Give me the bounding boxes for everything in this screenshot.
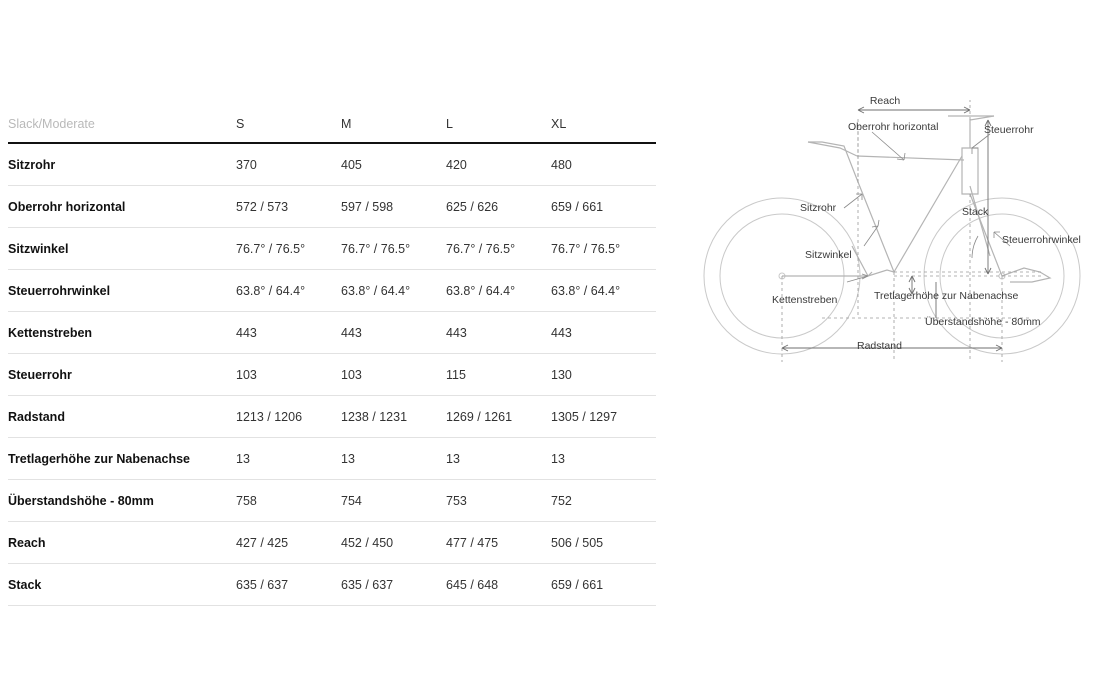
row-value-l: 63.8° / 64.4° [446,270,551,312]
diagram-label-radstand: Radstand [857,340,902,352]
row-value-m: 754 [341,480,446,522]
table-row [8,270,656,312]
row-label: Tretlagerhöhe zur Nabenachse [8,438,236,480]
table-row [8,438,656,480]
row-label: Radstand [8,396,236,438]
row-label: Kettenstreben [8,312,236,354]
row-value-m: 405 [341,143,446,186]
diagram-label-ueberstandshoehe: Überstandshöhe - 80mm [925,316,1041,328]
geometry-table [8,106,656,606]
row-value-m: 1238 / 1231 [341,396,446,438]
row-value-l: 420 [446,143,551,186]
table-row [8,522,656,564]
table-title: Slack/Moderate [8,106,236,143]
row-label: Steuerrohr [8,354,236,396]
row-value-l: 115 [446,354,551,396]
diagram-label-tretlager: Tretlagerhöhe zur Nabenachse [874,290,1019,302]
row-value-xl: 63.8° / 64.4° [551,270,656,312]
row-value-xl: 13 [551,438,656,480]
table-header [8,106,656,143]
table-row [8,564,656,606]
row-value-l: 13 [446,438,551,480]
row-label: Steuerrohrwinkel [8,270,236,312]
row-value-xl: 76.7° / 76.5° [551,228,656,270]
table-body [8,143,656,606]
row-value-xl: 659 / 661 [551,186,656,228]
row-value-xl: 1305 / 1297 [551,396,656,438]
diagram-label-reach: Reach [869,95,901,107]
column-header-l: L [446,106,551,143]
row-value-m: 63.8° / 64.4° [341,270,446,312]
row-label: Stack [8,564,236,606]
table-row [8,480,656,522]
row-value-m: 597 / 598 [341,186,446,228]
row-value-xl: 752 [551,480,656,522]
table-row [8,312,656,354]
row-value-s: 1213 / 1206 [236,396,341,438]
row-value-m: 452 / 450 [341,522,446,564]
diagram-label-oberrohr: Oberrohr horizontal [848,121,939,133]
row-label: Sitzrohr [8,143,236,186]
row-value-xl: 506 / 505 [551,522,656,564]
row-value-s: 427 / 425 [236,522,341,564]
bike-geometry-diagram [672,86,1112,386]
column-header-m: M [341,106,446,143]
diagram-label-stack: Stack [962,206,989,218]
row-value-s: 443 [236,312,341,354]
row-value-xl: 443 [551,312,656,354]
row-value-m: 635 / 637 [341,564,446,606]
table-header-row [8,106,656,143]
row-value-l: 1269 / 1261 [446,396,551,438]
row-value-s: 758 [236,480,341,522]
row-value-s: 103 [236,354,341,396]
table-row [8,228,656,270]
row-value-l: 76.7° / 76.5° [446,228,551,270]
row-value-xl: 480 [551,143,656,186]
row-value-s: 63.8° / 64.4° [236,270,341,312]
table-row [8,143,656,186]
diagram-label-sitzrohr: Sitzrohr [800,202,837,214]
row-value-s: 13 [236,438,341,480]
row-value-l: 645 / 648 [446,564,551,606]
row-value-l: 443 [446,312,551,354]
row-value-m: 13 [341,438,446,480]
row-value-s: 572 / 573 [236,186,341,228]
diagram-label-kettenstreben: Kettenstreben [772,294,838,306]
row-value-xl: 659 / 661 [551,564,656,606]
column-header-xl: XL [551,106,656,143]
diagram-label-steuerrohr: Steuerrohr [984,124,1034,136]
row-label: Reach [8,522,236,564]
table-row [8,396,656,438]
row-value-xl: 130 [551,354,656,396]
geometry-table-container [8,106,656,606]
column-header-s: S [236,106,341,143]
table-row [8,186,656,228]
row-value-m: 103 [341,354,446,396]
row-value-s: 370 [236,143,341,186]
row-label: Oberrohr horizontal [8,186,236,228]
row-value-l: 753 [446,480,551,522]
row-value-s: 76.7° / 76.5° [236,228,341,270]
row-value-m: 443 [341,312,446,354]
diagram-label-sitzwinkel: Sitzwinkel [805,249,852,261]
row-value-s: 635 / 637 [236,564,341,606]
row-value-l: 625 / 626 [446,186,551,228]
diagram-label-steuerrohrwinkel: Steuerrohrwinkel [1002,234,1081,246]
row-value-m: 76.7° / 76.5° [341,228,446,270]
bike-wheels-icon [704,198,1080,354]
row-label: Überstandshöhe - 80mm [8,480,236,522]
row-value-l: 477 / 475 [446,522,551,564]
table-row [8,354,656,396]
row-label: Sitzwinkel [8,228,236,270]
